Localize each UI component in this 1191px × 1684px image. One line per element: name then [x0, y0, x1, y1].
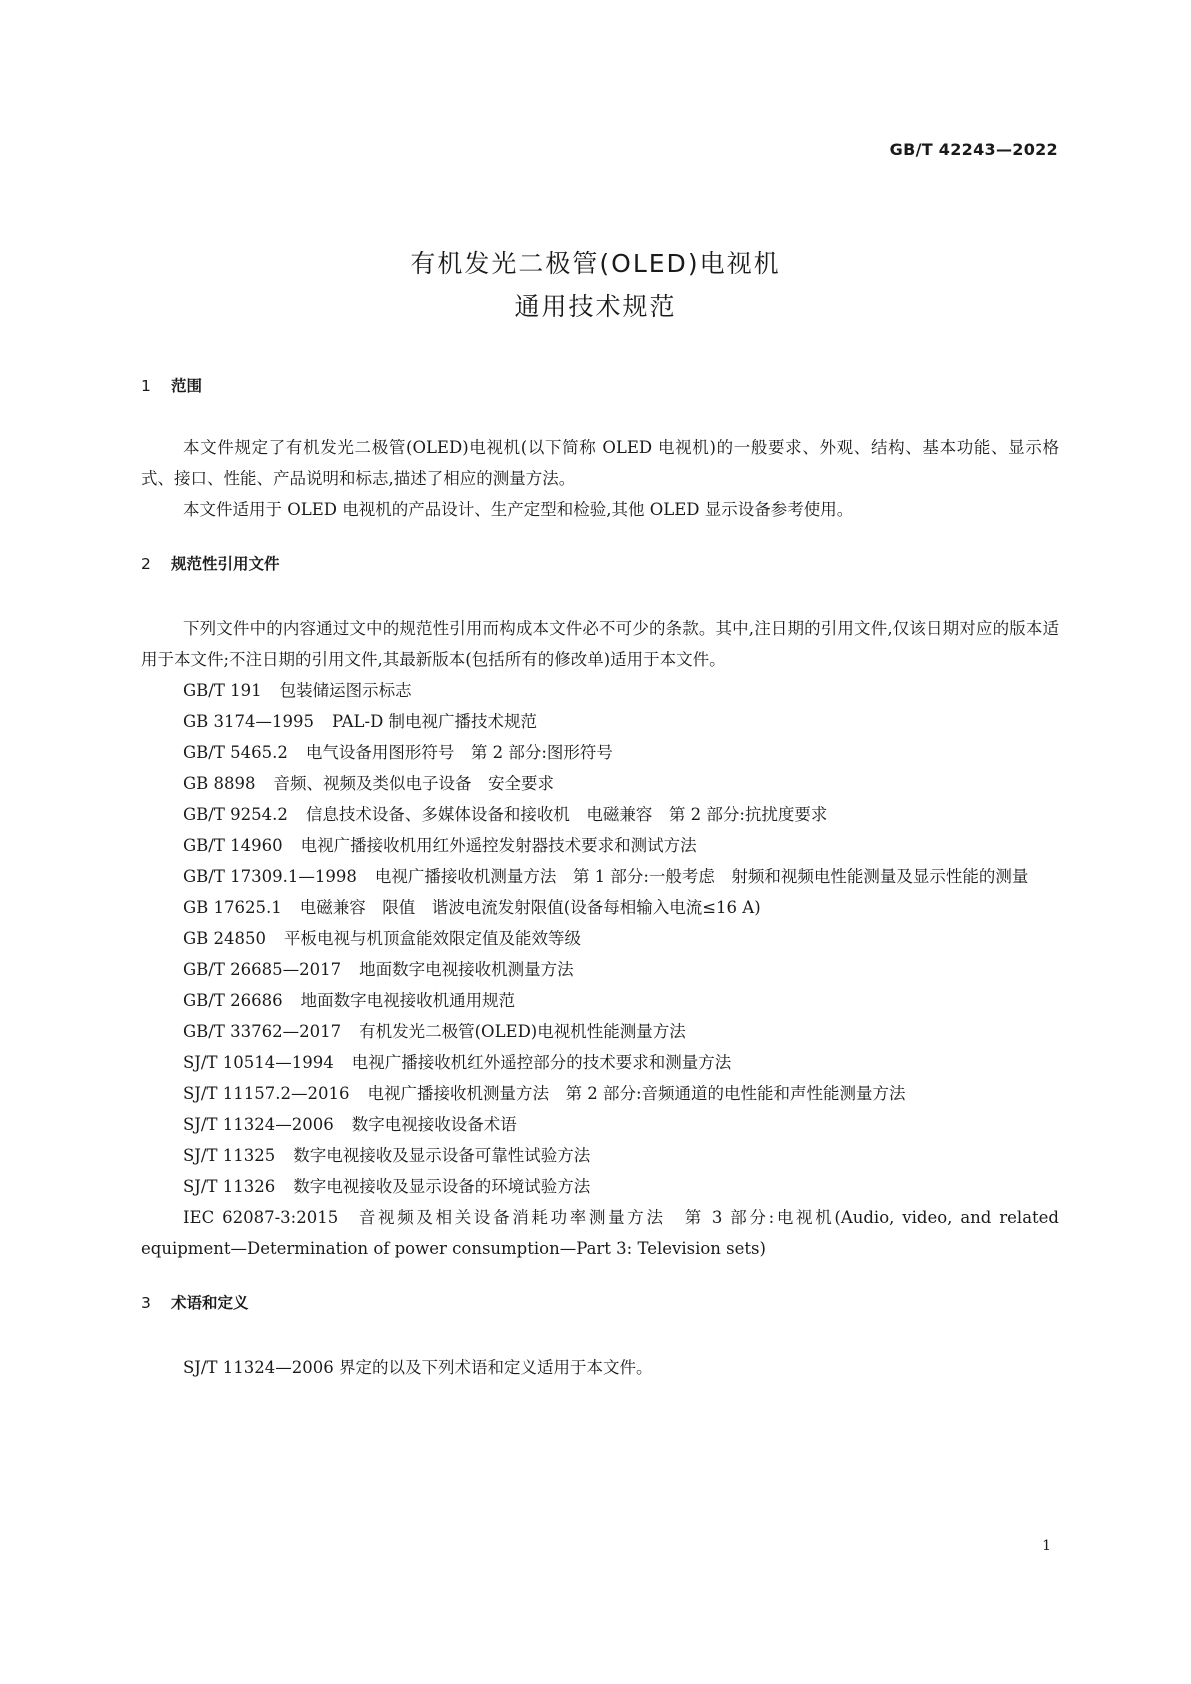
reference-item: GB 24850 平板电视与机顶盒能效限定值及能效等级: [183, 929, 582, 948]
title-line-1: 有机发光二极管(OLED)电视机: [410, 249, 781, 278]
reference-item: GB/T 14960 电视广播接收机用红外遥控发射器技术要求和测试方法: [183, 836, 697, 855]
section-title: 术语和定义: [171, 1294, 249, 1312]
reference-item: GB/T 5465.2 电气设备用图形符号 第 2 部分:图形符号: [183, 743, 613, 762]
reference-item: GB/T 191 包装储运图示标志: [183, 681, 412, 700]
reference-item: GB/T 26685—2017 地面数字电视接收机测量方法: [183, 960, 574, 979]
reference-item: IEC 62087-3:2015 音视频及相关设备消耗功率测量方法 第 3 部分:电视机(Audio, video, and related equipment—Determination of power consumption—Part 3: Television sets): [141, 1208, 1059, 1258]
paragraph: 本文件适用于 OLED 电视机的产品设计、生产定型和检验,其他 OLED 显示设备参考使用。: [183, 500, 854, 519]
paragraph: SJ/T 11324—2006 界定的以及下列术语和定义适用于本文件。: [183, 1358, 653, 1377]
paragraph: 下列文件中的内容通过文中的规范性引用而构成本文件必不可少的条款。其中,注日期的引用文件,仅该日期对应的版本适用于本文件;不注日期的引用文件,其最新版本(包括所有的修改单)适用于本文件。: [141, 619, 1059, 669]
section-heading-terms-and-definitions: [141, 1293, 1059, 1313]
section-number: 3: [141, 1294, 151, 1312]
reference-item: SJ/T 11326 数字电视接收及显示设备的环境试验方法: [183, 1177, 591, 1196]
reference-item: SJ/T 11324—2006 数字电视接收设备术语: [183, 1115, 517, 1134]
section-number: 1: [141, 377, 151, 395]
reference-item: GB/T 26686 地面数字电视接收机通用规范: [183, 991, 516, 1010]
reference-item: SJ/T 11157.2—2016 电视广播接收机测量方法 第 2 部分:音频通道的电性能和声性能测量方法: [183, 1084, 906, 1103]
document-title: [0, 242, 1191, 328]
section-heading-scope: [141, 376, 1059, 396]
section-heading-normative-references: [141, 554, 1059, 574]
section-number: 2: [141, 555, 151, 573]
title-line-2: 通用技术规范: [514, 292, 677, 321]
document-body: [141, 376, 1059, 1383]
standard-code: GB/T 42243—2022: [889, 140, 1058, 159]
reference-item: GB/T 17309.1—1998 电视广播接收机测量方法 第 1 部分:一般考虑 射频和视频电性能测量及显示性能的测量: [183, 867, 1029, 886]
section-title: 规范性引用文件: [171, 555, 280, 573]
reference-item: GB 3174—1995 PAL-D 制电视广播技术规范: [183, 712, 538, 731]
reference-item: SJ/T 11325 数字电视接收及显示设备可靠性试验方法: [183, 1146, 591, 1165]
reference-item: SJ/T 10514—1994 电视广播接收机红外遥控部分的技术要求和测量方法: [183, 1053, 732, 1072]
section-title: 范围: [171, 377, 203, 395]
reference-item: GB 17625.1 电磁兼容 限值 谐波电流发射限值(设备每相输入电流≤16 A): [183, 898, 761, 917]
reference-item: GB/T 33762—2017 有机发光二极管(OLED)电视机性能测量方法: [183, 1022, 686, 1041]
paragraph: 本文件规定了有机发光二极管(OLED)电视机(以下简称 OLED 电视机)的一般要求、外观、结构、基本功能、显示格式、接口、性能、产品说明和标志,描述了相应的测量方法。: [141, 438, 1059, 488]
page-number: 1: [1042, 1538, 1051, 1554]
reference-item: GB/T 9254.2 信息技术设备、多媒体设备和接收机 电磁兼容 第 2 部分:抗扰度要求: [183, 805, 828, 824]
reference-item: GB 8898 音频、视频及类似电子设备 安全要求: [183, 774, 555, 793]
